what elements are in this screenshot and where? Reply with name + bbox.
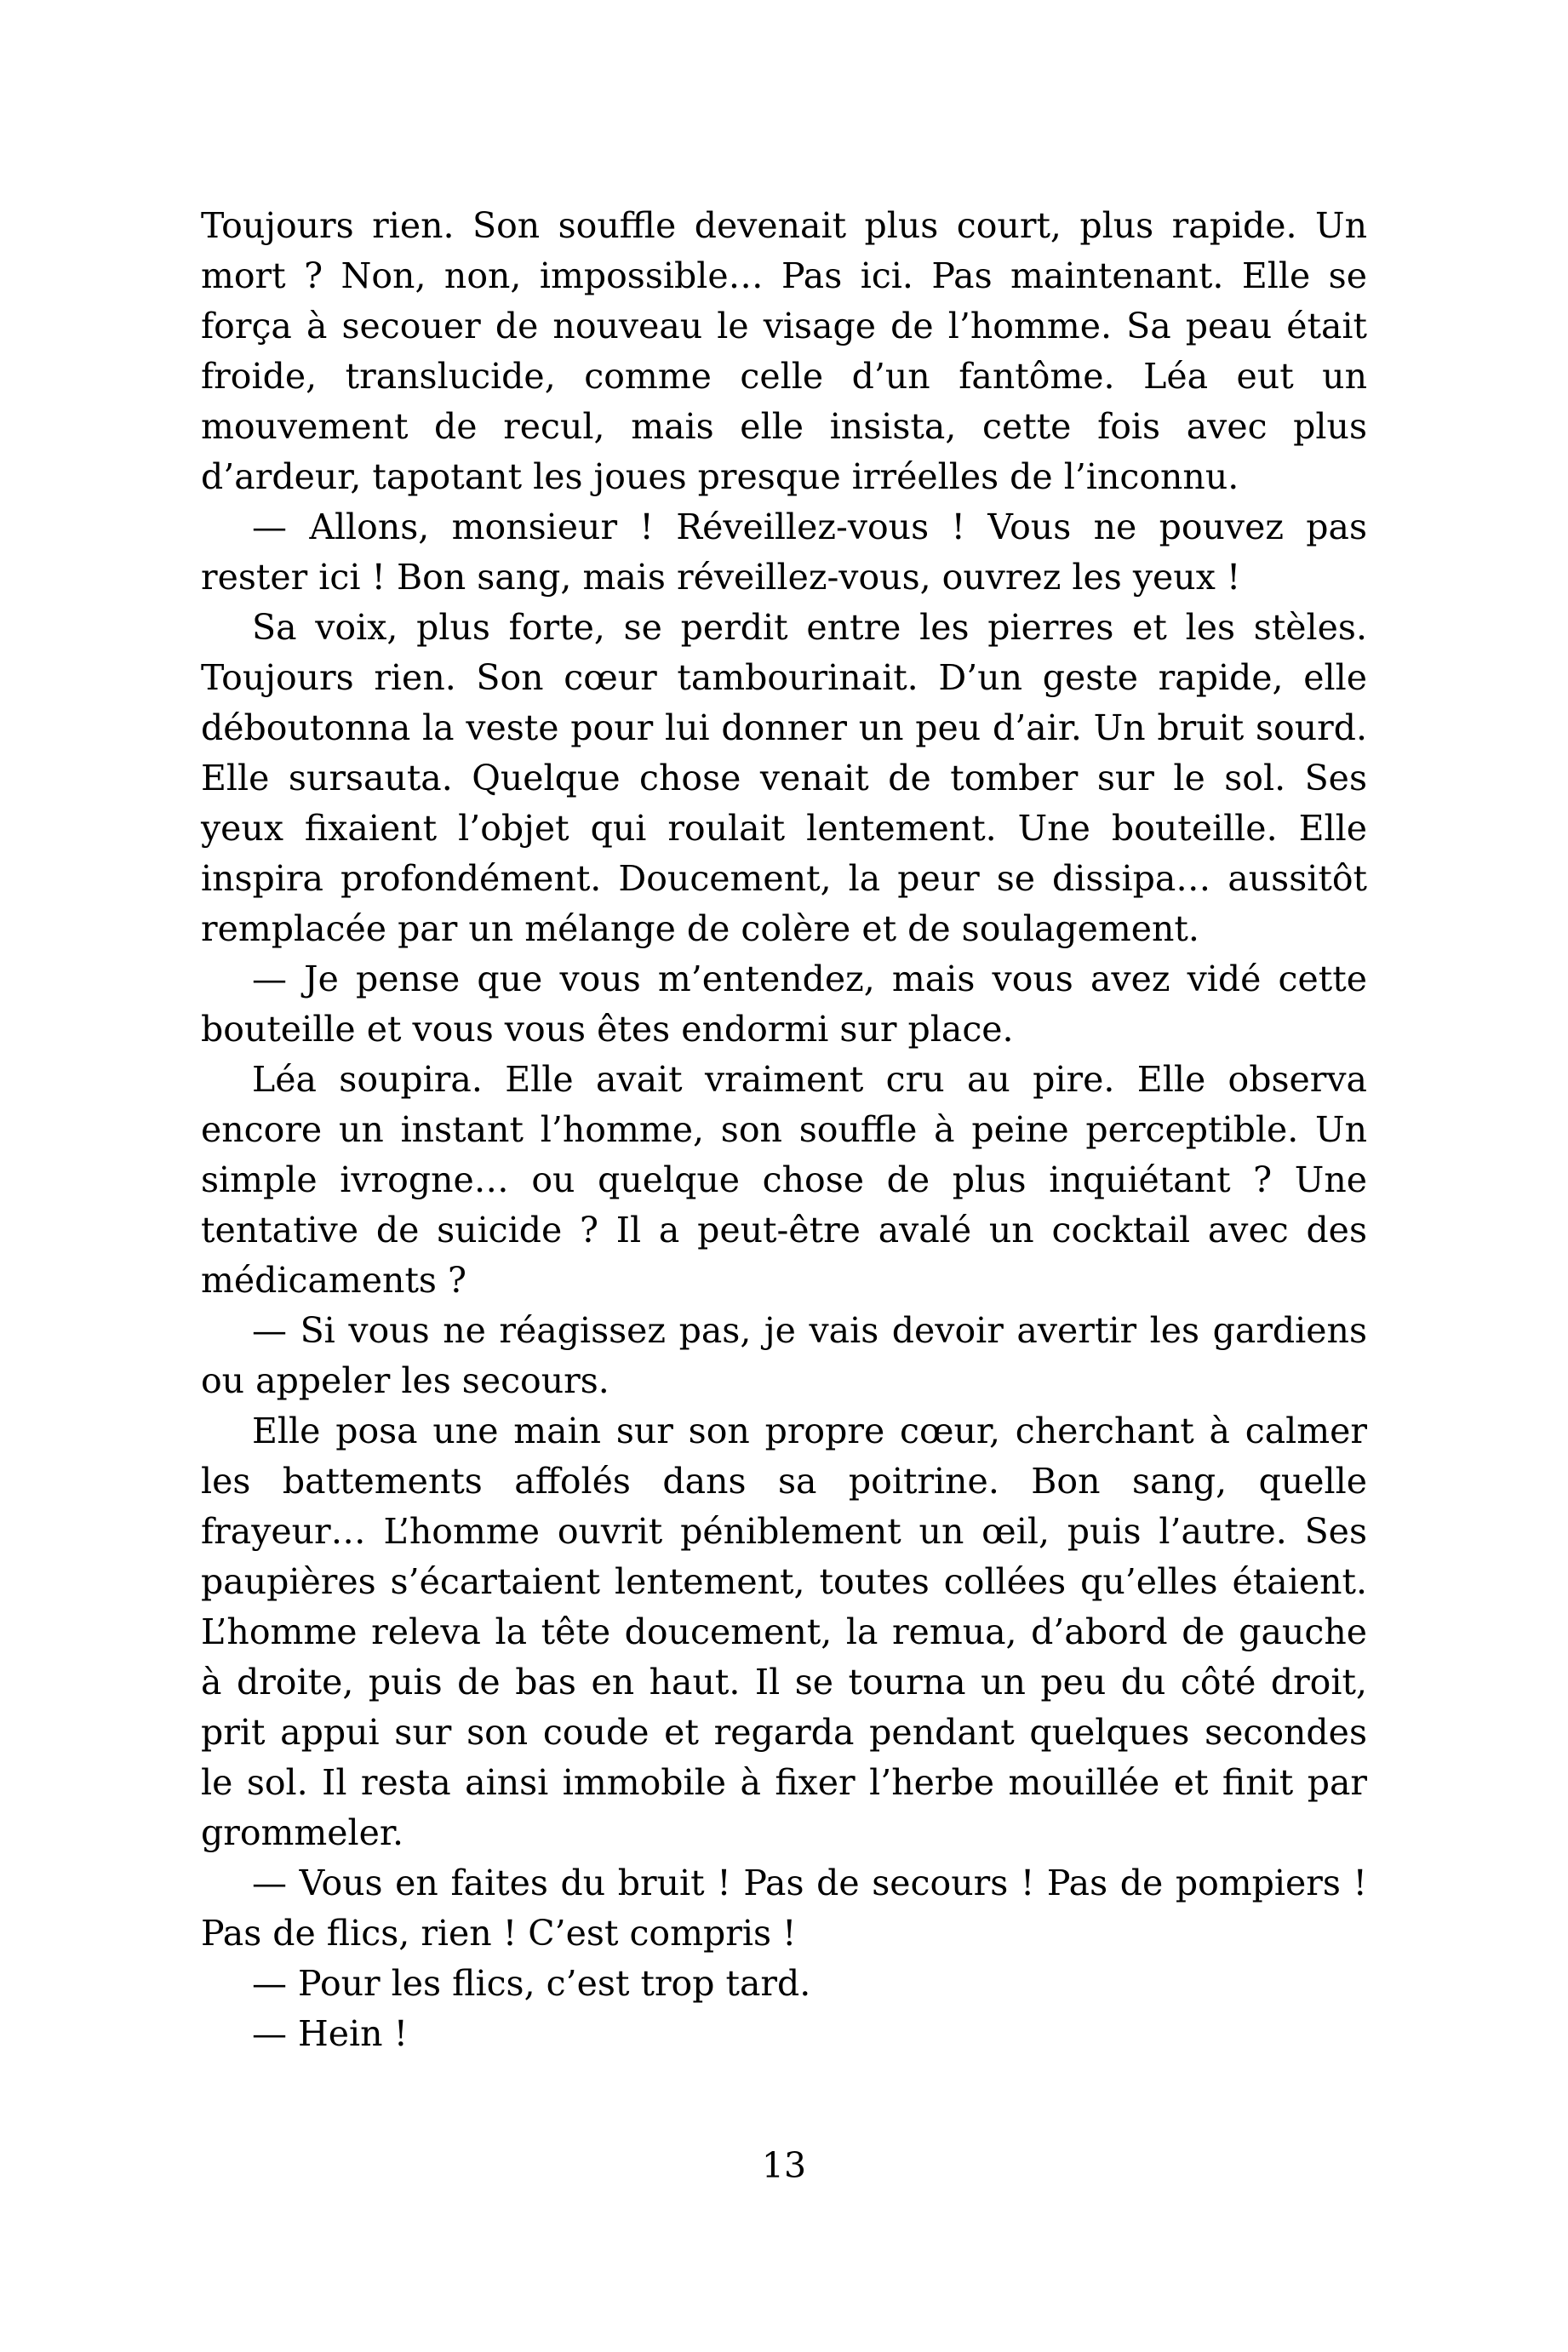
paragraph: Toujours rien. Son souffle devenait plus court, plus rapide. Un mort ? Non, non, impossible… Pas ici. Pas maintenant. Elle se força à secouer de nouveau le visage de l’homme. Sa peau était froide, translucide, comme celle d’un fantôme. Léa eut un mouvement de recul, mais elle insista, cette fois avec plus d’ardeur, tapotant les joues presque irréelles de l’inconnu.	[201, 205, 1367, 497]
page-number: 13	[761, 2145, 807, 2186]
paragraph: Sa voix, plus forte, se perdit entre les pierres et les stèles. Toujours rien. Son cœur tambourinait. D’un geste rapide, elle déboutonna la veste pour lui donner un peu d’air. Un bruit sourd. Elle sursauta. Quelque chose venait de tomber sur le sol. Ses yeux fixaient l’objet qui roulait lentement. Une bouteille. Elle inspira profondément. Doucement, la peur se dissipa… aussitôt remplacée par un mélange de colère et de soulagement.	[201, 607, 1367, 949]
dialogue-line: — Si vous ne réagissez pas, je vais devoir avertir les gardiens ou appeler les secours.	[201, 1310, 1367, 1401]
dialogue-line: — Allons, monsieur ! Réveillez-vous ! Vous ne pouvez pas rester ici ! Bon sang, mais réveillez-vous, ouvrez les yeux !	[201, 506, 1367, 598]
dialogue-line: — Je pense que vous m’entendez, mais vous avez vidé cette bouteille et vous vous êtes endormi sur place.	[201, 959, 1367, 1050]
dialogue-line: — Pour les flics, c’est trop tard.	[252, 1963, 811, 2004]
dialogue-line: — Vous en faites du bruit ! Pas de secours ! Pas de pompiers ! Pas de flics, rien ! C’est compris !	[201, 1863, 1367, 1954]
paragraph: Léa soupira. Elle avait vraiment cru au pire. Elle observa encore un instant l’homme, son souffle à peine perceptible. Un simple ivrogne… ou quelque chose de plus inquiétant ? Une tentative de suicide ? Il a peut-être avalé un cocktail avec des médicaments ?	[201, 1059, 1367, 1301]
dialogue-line: — Hein !	[252, 2013, 409, 2054]
body-text	[201, 201, 1367, 2059]
paragraph: Elle posa une main sur son propre cœur, cherchant à calmer les battements affolés dans sa poitrine. Bon sang, quelle frayeur… L’homme ouvrit péniblement un œil, puis l’autre. Ses paupières s’écartaient lentement, toutes collées qu’elles étaient. L’homme releva la tête doucement, la remua, d’abord de gauche à droite, puis de bas en haut. Il se tourna un peu du côté droit, prit appui sur son coude et regarda pendant quelques secondes le sol. Il resta ainsi immobile à fixer l’herbe mouillée et finit par grommeler.	[201, 1411, 1367, 1853]
